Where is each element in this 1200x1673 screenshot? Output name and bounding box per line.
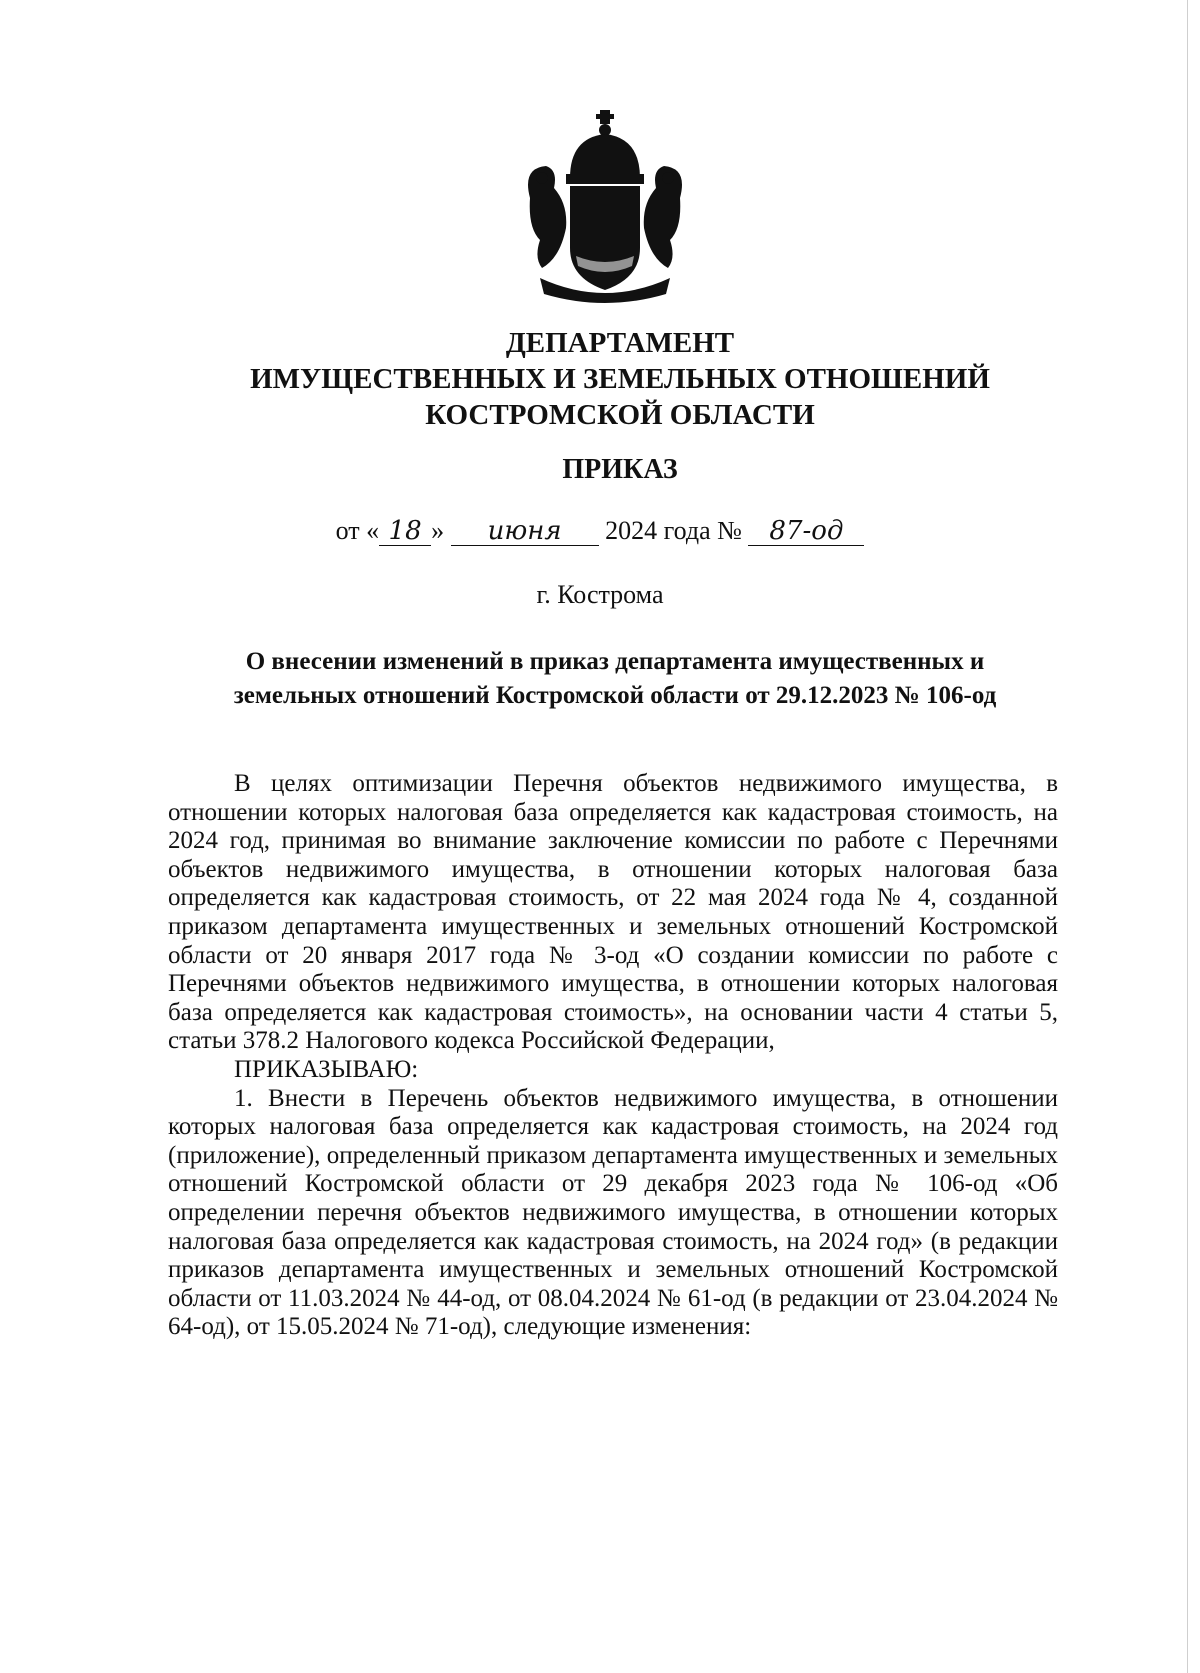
document-title: ПРИКАЗ	[562, 454, 678, 485]
organization-name	[150, 325, 1090, 433]
order-command: ПРИКАЗЫВАЮ:	[234, 1055, 419, 1083]
order-day-handwritten: 18	[379, 517, 431, 546]
coat-of-arms-icon	[520, 108, 690, 308]
city-name: г. Кострома	[536, 580, 664, 609]
order-subject	[200, 645, 1030, 713]
org-line-2: ИМУЩЕСТВЕННЫХ И ЗЕМЕЛЬНЫХ ОТНОШЕНИЙ	[250, 363, 990, 395]
preamble-paragraph: В целях оптимизации Перечня объектов недвижимого имущества, в отношении которых налоговая база определяется как кадастровая стоимость, на 2024 год, принимая во внимание заключение комиссии по работе с Перечнями объектов недвижимого имущества, в отношении которых налоговая база определяется как кадастровая стоимость, от 22 мая 2024 года № 4, созданной приказом департамента имущественных и земельных отношений Костромской области от 20 января 2017 года № 3-од «О создании комиссии по работе с Перечнями объектов недвижимого имущества, в отношении которых налоговая база определяется как кадастровая стоимость», на основании части 4 статьи 5, статьи 378.2 Налогового кодекса Российской Федерации,	[168, 770, 1058, 1055]
order-year-text: 2024 года №	[605, 516, 742, 545]
subject-line-1: О внесении изменений в приказ департамента имущественных и	[245, 648, 985, 675]
clause-1-paragraph: 1. Внести в Перечень объектов недвижимого имущества, в отношении которых налоговая база определяется как кадастровая стоимость, на 2024 год (приложение), определенный приказом департамента имущественных и земельных отношений Костромской области от 29 декабря 2023 года № 106-од «Об определении перечня объектов недвижимого имущества, в отношении которых налоговая база определяется как кадастровая стоимость, на 2024 год» (в редакции приказов департамента имущественных и земельных отношений Костромской области от 11.03.2024 № 44-од, от 08.04.2024 № 61-од (в редакции от 23.04.2024 № 64-од), от 15.05.2024 № 71-од), следующие изменения:	[168, 1084, 1058, 1341]
org-line-3: КОСТРОМСКОЙ ОБЛАСТИ	[425, 399, 815, 431]
order-month-handwritten: июня	[451, 517, 599, 546]
document-body	[168, 770, 1058, 1342]
org-line-1: ДЕПАРТАМЕНТ	[505, 327, 735, 359]
scan-edge-line	[1187, 0, 1188, 1673]
order-date-number-line	[0, 514, 1200, 548]
order-date-quote-close: »	[431, 516, 445, 545]
order-number-handwritten: 87-од	[748, 517, 864, 546]
subject-line-2: земельных отношений Костромской области от 29.12.2023 № 106-од	[233, 682, 997, 709]
order-date-prefix: от «	[335, 516, 380, 545]
